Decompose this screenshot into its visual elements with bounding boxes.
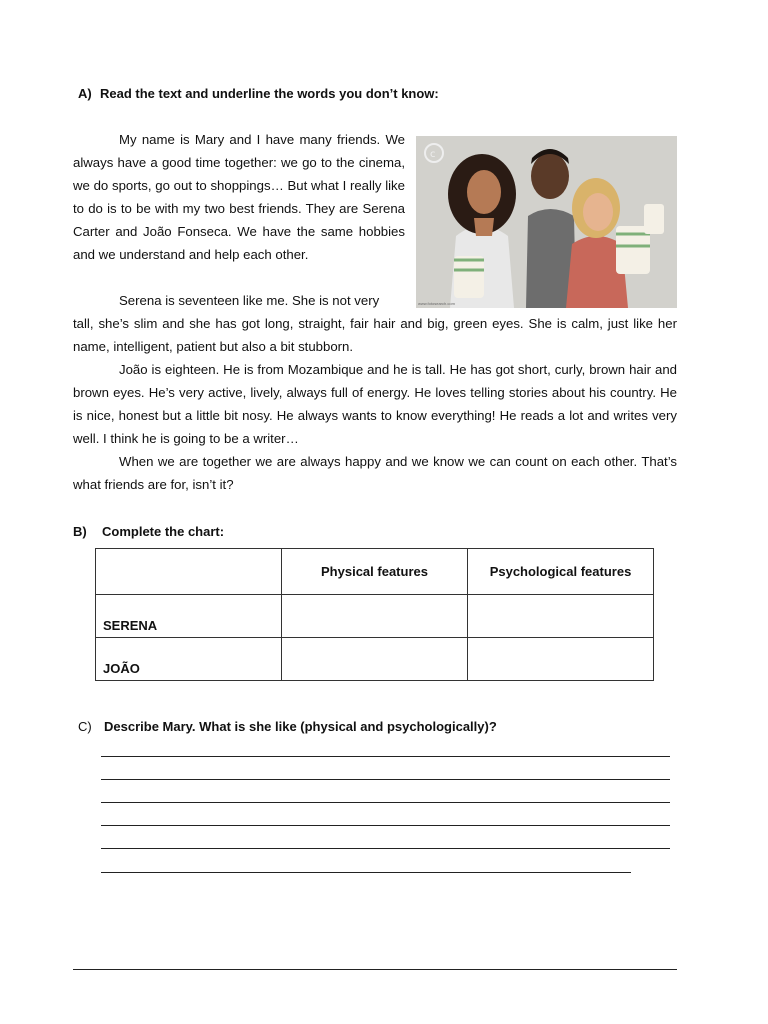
section-a-heading bbox=[78, 86, 439, 101]
answer-line[interactable] bbox=[101, 756, 670, 757]
passage-paragraph-2-rest: tall, she’s slim and she has got long, straight, fair hair and big, green eyes. She is calm, just like her name, intelligent, patient but also a bit stubborn. bbox=[73, 316, 677, 354]
section-c-heading bbox=[78, 719, 497, 734]
chart-cell-serena-physical[interactable] bbox=[282, 595, 468, 638]
chart-row-joao bbox=[96, 638, 654, 681]
section-b-label: B) bbox=[73, 524, 87, 539]
chart-cell-joao-physical[interactable] bbox=[282, 638, 468, 681]
answer-line[interactable] bbox=[101, 872, 631, 873]
passage-paragraph-1: My name is Mary and I have many friends. We always have a good time together: we go to the cinema, we do sports, go out to shoppings… But what I really like to do is to be with my two best friends. They are Serena Carter and João Fonseca. We have the same hobbies and we understand and help each other. bbox=[73, 132, 405, 262]
chart-row-label: SERENA bbox=[96, 595, 282, 638]
chart-header-psychological: Psychological features bbox=[468, 549, 654, 595]
friends-photo bbox=[416, 136, 677, 308]
chart-header-row bbox=[96, 549, 654, 595]
answer-line[interactable] bbox=[101, 779, 670, 780]
chart-header-physical: Physical features bbox=[282, 549, 468, 595]
chart-cell-joao-psychological[interactable] bbox=[468, 638, 654, 681]
passage-paragraph-2-lead: Serena is seventeen like me. She is not very bbox=[119, 293, 380, 308]
chart-row-label: JOÃO bbox=[96, 638, 282, 681]
passage-body bbox=[73, 289, 677, 496]
svg-text:c: c bbox=[430, 149, 436, 160]
section-c-question: Describe Mary. What is she like (physical and psychologically)? bbox=[104, 719, 497, 734]
section-b-title: Complete the chart: bbox=[102, 524, 225, 539]
chart-cell-serena-psychological[interactable] bbox=[468, 595, 654, 638]
friends-illustration bbox=[416, 136, 677, 308]
passage-paragraph-4: When we are together we are always happy and we know we can count on each other. That’s what friends are for, isn’t it? bbox=[73, 454, 677, 492]
features-chart bbox=[95, 548, 654, 681]
chart-header-empty bbox=[96, 549, 282, 595]
section-a-title: Read the text and underline the words you don’t know: bbox=[100, 86, 439, 101]
answer-line[interactable] bbox=[101, 825, 670, 826]
answer-line[interactable] bbox=[101, 848, 670, 849]
page-bottom-rule bbox=[73, 969, 677, 970]
photo-caption: www.fotosearch.com bbox=[418, 301, 455, 306]
section-a-label: A) bbox=[78, 86, 92, 101]
passage-paragraph-3: João is eighteen. He is from Mozambique and he is tall. He has got short, curly, brown hair and brown eyes. He’s very active, lively, always full of energy. He loves telling stories about his country. He is nice, honest but a little bit nosy. He always wants to know everything! He reads a lot and writes very well. I think he is going to be a writer… bbox=[73, 362, 677, 446]
answer-line[interactable] bbox=[101, 802, 670, 803]
section-c-label: C) bbox=[78, 719, 92, 734]
section-b-heading bbox=[73, 524, 224, 539]
chart-row-serena bbox=[96, 595, 654, 638]
